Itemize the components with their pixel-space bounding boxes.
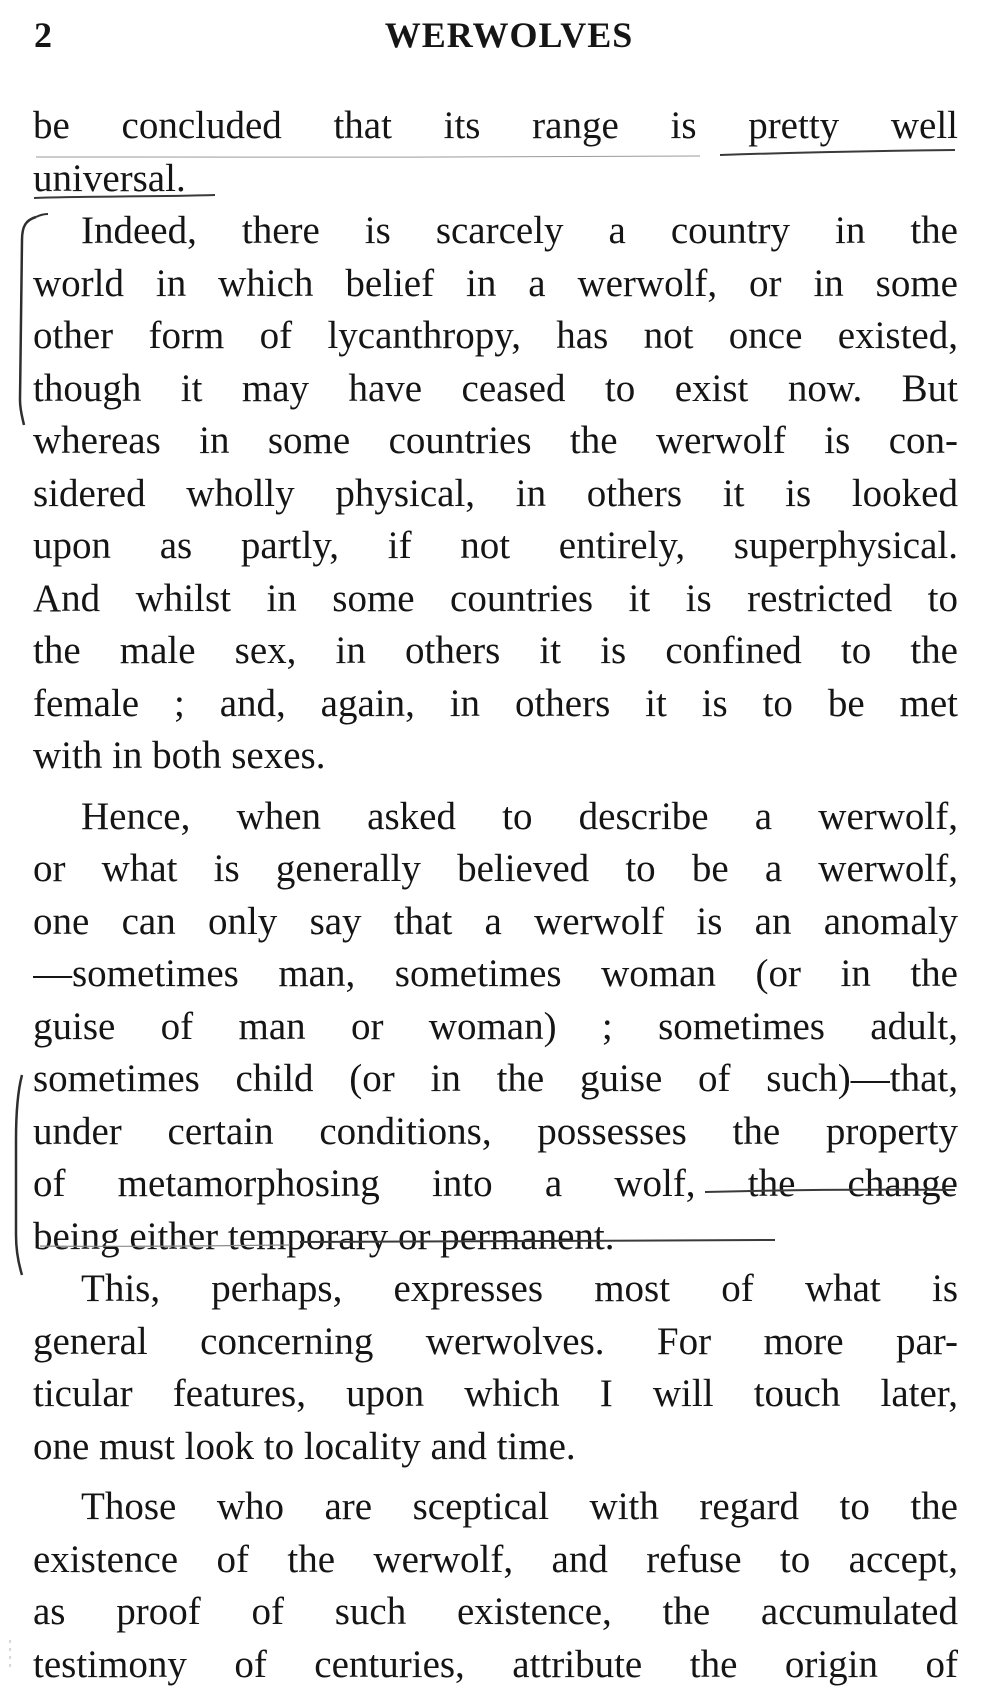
text-line: general concerning werwolves. For more par- [33,1316,958,1369]
page-header [34,14,954,64]
text-line: And whilst in some countries it is restricted to [33,573,958,626]
paragraph-1 [33,100,958,205]
page-number: 2 [34,14,52,56]
text-line: being either temporary or permanent. [33,1211,958,1264]
text-line: of metamorphosing into a wolf, the change [33,1158,958,1211]
text-line: Hence, when asked to describe a werwolf, [33,791,958,844]
text-line: Indeed, there is scarcely a country in the [33,205,958,258]
text-line: or what is generally believed to be a werwolf, [33,843,958,896]
body-text [33,100,958,1691]
text-line: whereas in some countries the werwolf is con- [33,415,958,468]
text-line: one must look to locality and time. [33,1421,958,1474]
paragraph-5 [33,1481,958,1691]
text-line: This, perhaps, expresses most of what is [33,1263,958,1316]
text-line: testimony of centuries, attribute the origin of [33,1639,958,1691]
text-line: female ; and, again, in others it is to be met [33,678,958,731]
text-line: sidered wholly physical, in others it is looked [33,468,958,521]
running-head: WERWOLVES [34,14,954,56]
text-line: as proof of such existence, the accumulated [33,1586,958,1639]
text-line: one can only say that a werwolf is an anomaly [33,896,958,949]
text-line: other form of lycanthropy, has not once existed, [33,310,958,363]
text-line: ticular features, upon which I will touch later, [33,1368,958,1421]
paragraph-2 [33,205,958,783]
text-line: the male sex, in others it is confined to the [33,625,958,678]
text-line: with in both sexes. [33,730,958,783]
text-line: upon as partly, if not entirely, superphysical. [33,520,958,573]
text-line: though it may have ceased to exist now. But [33,363,958,416]
paragraph-4 [33,1263,958,1473]
text-line: be concluded that its range is pretty well [33,100,958,153]
text-line: Those who are sceptical with regard to the [33,1481,958,1534]
paragraph-3 [33,791,958,1264]
text-line: —sometimes man, sometimes woman (or in the [33,948,958,1001]
text-line: under certain conditions, possesses the property [33,1106,958,1159]
text-line: universal. [33,153,958,206]
text-line: sometimes child (or in the guise of such)—that, [33,1053,958,1106]
text-line: guise of man or woman) ; sometimes adult, [33,1001,958,1054]
text-line: existence of the werwolf, and refuse to accept, [33,1534,958,1587]
pencil-bracket [16,1075,22,1275]
text-line: world in which belief in a werwolf, or in some [33,258,958,311]
